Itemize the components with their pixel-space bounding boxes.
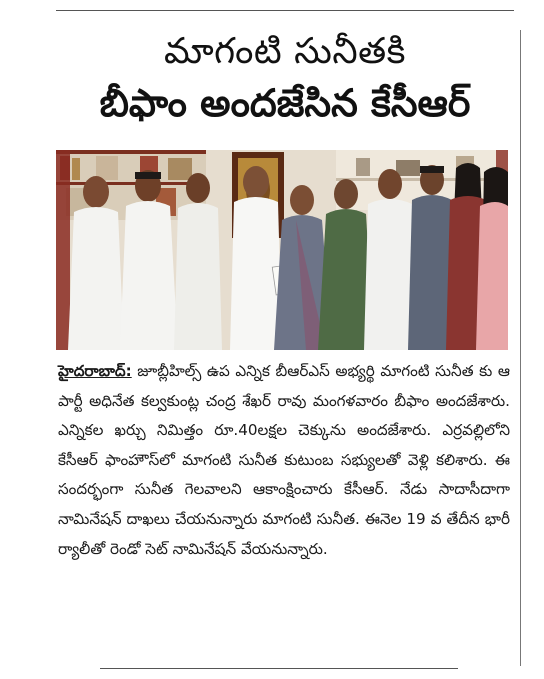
article-body (58, 357, 510, 564)
article-text: జూబ్లీహిల్స్ ఉప ఎన్నిక బీఆర్ఎస్ అభ్యర్థి మాగంటి సునీత కు ఆ పార్టీ అధినేత కల్వకుంట్ల చంద్ర శేఖర్ రావు మంగళవారం బీఫాం అందజేశారు. ఎన్నికల ఖర్చు నిమిత్తం రూ.40లక్షల చెక్కును అందజేశారు. ఎర్రవల్లిలోని కేసీఆర్ ఫాంహౌస్‌లో మాగంటి సునీత కుటుంబ సభ్యులతో వెళ్లి కలిశారు. ఈ సందర్భంగా సునీత గెలవాలని ఆకాంక్షించారు కేసీఆర్. నేడు సాదాసీదాగా నామినేషన్ దాఖలు చేయనున్నారు మాగంటి సునీత. ఈనెల 19 వ తేదీన భారీ ర్యాలీతో రెండో సెట్ నామినేషన్ వేయనున్నారు. (58, 362, 510, 558)
column-divider (520, 30, 521, 666)
group-photo-illustration (56, 150, 508, 350)
headline-line-1: మాగంటి సునీతకి (164, 31, 406, 72)
top-rule (56, 10, 514, 11)
news-photo (56, 150, 508, 350)
bottom-rule (100, 668, 458, 669)
headline-line-2: బీఫాం అందజేసిన కేసీఆర్ (99, 81, 471, 125)
dateline: హైదరాబాద్: (58, 362, 132, 380)
